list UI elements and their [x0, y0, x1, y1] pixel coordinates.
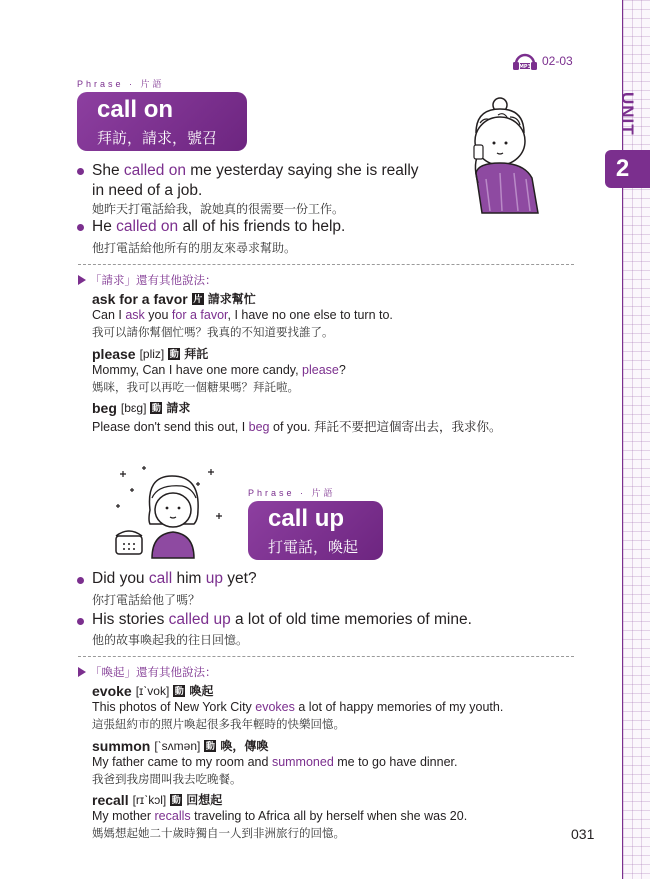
alt-translation: 媽咪，我可以再吃一個糖果嗎？拜託啦。	[92, 382, 299, 394]
example-text: yet?	[222, 570, 257, 587]
example-highlight: called on	[116, 218, 179, 235]
woman-with-telephone-illustration	[112, 462, 232, 562]
example-sentence	[92, 161, 492, 201]
sentence-text: Can I	[92, 308, 126, 322]
phrase-tag: Phrase · 片語	[77, 79, 165, 89]
alt-ipa: [ˋsʌmən]	[154, 738, 201, 753]
pos-badge: 片	[193, 293, 203, 304]
pos-badge: 動	[205, 740, 215, 751]
sentence-highlight: beg	[248, 420, 270, 434]
sentence-text: me to go have dinner.	[333, 755, 458, 769]
alt-sentence	[92, 363, 346, 377]
more-label-text: 「請求」還有其他說法：	[90, 275, 217, 287]
pos-badge: 動	[169, 348, 179, 359]
phrase-tag: Phrase · 片語	[248, 488, 336, 498]
sentence-text: a lot of happy memories of my youth.	[294, 700, 504, 714]
sentence-highlight: recalls	[154, 809, 191, 823]
example-text: Did you	[92, 570, 149, 587]
example-translation: 她昨天打電話給我，說她真的很需要一份工作。	[92, 202, 345, 216]
pos-badge: 動	[174, 685, 184, 696]
alt-word-entry	[92, 791, 222, 808]
more-expressions-label	[78, 664, 217, 680]
dashed-divider	[78, 656, 574, 657]
example-text: a lot of old time memories of mine.	[230, 611, 472, 628]
example-text: in need of a job.	[92, 182, 203, 199]
alt-sentence	[92, 417, 502, 435]
page-number: 031	[571, 826, 595, 842]
alt-translation: 這張紐約市的照片喚起很多我年輕時的快樂回憶。	[92, 719, 345, 731]
alt-word-entry	[92, 345, 208, 362]
triangle-icon	[78, 275, 86, 285]
bullet	[77, 577, 84, 584]
alt-meaning: 請求	[166, 401, 191, 415]
example-highlight: call	[148, 570, 173, 587]
example-translation: 他的故事喚起我的往日回憶。	[92, 633, 249, 647]
phrase-box-call-up	[248, 501, 383, 560]
alt-word: ask for a favor	[92, 290, 188, 307]
alt-word: recall	[92, 791, 129, 808]
example-text: me yesterday saying she is really	[185, 162, 419, 179]
alt-word: summon	[92, 737, 151, 754]
alt-word-entry	[92, 682, 213, 699]
phrase-title: call up	[268, 505, 345, 532]
sentence-text: My mother	[92, 809, 155, 823]
unit-number-tab: 2	[605, 150, 650, 188]
bullet	[77, 618, 84, 625]
sentence-text: Mommy, Can I have one more candy,	[92, 363, 303, 377]
phrase-meaning: 打電話，喚起	[268, 539, 359, 556]
sentence-text: , I have no one else to turn to.	[227, 308, 393, 322]
sentence-highlight: for a favor	[171, 308, 228, 322]
example-highlight: called on	[123, 162, 186, 179]
alt-sentence	[92, 755, 457, 769]
example-highlight: up	[205, 570, 223, 587]
alt-word-entry	[92, 737, 268, 754]
alt-ipa: [ɪˋvok]	[135, 683, 170, 698]
example-text: He	[92, 218, 117, 235]
svg-text:MP3: MP3	[518, 64, 532, 70]
sentence-highlight: ask	[125, 308, 145, 322]
sentence-text: Please don't send this out, I	[92, 420, 249, 434]
alt-sentence	[92, 809, 467, 823]
alt-ipa: [bɛg]	[120, 400, 147, 415]
woman-calling-illustration	[462, 93, 562, 223]
alt-word: beg	[92, 399, 117, 416]
sentence-text: My father came to my room and	[92, 755, 272, 769]
pos-badge: 動	[151, 402, 161, 413]
alt-ipa: [pliz]	[139, 346, 165, 361]
alt-sentence	[92, 700, 503, 714]
sentence-highlight: evokes	[255, 700, 295, 714]
sentence-text: This photos of New York City	[92, 700, 256, 714]
alt-word: evoke	[92, 682, 132, 699]
triangle-icon	[78, 667, 86, 677]
sentence-highlight: summoned	[271, 755, 334, 769]
alt-translation: 我可以請你幫個忙嗎？我真的不知道要找誰了。	[92, 327, 334, 339]
alt-meaning: 請求幫忙	[207, 292, 256, 306]
audio-track-number: 02-03	[542, 54, 573, 68]
example-translation: 他打電話給他所有的朋友來尋求幫助。	[92, 241, 297, 255]
example-highlight: called up	[168, 611, 231, 628]
example-sentence	[92, 217, 492, 237]
sentence-text: ?	[338, 363, 346, 377]
example-text: all of his friends to help.	[178, 218, 346, 235]
alt-word-entry	[92, 290, 256, 307]
audio-track[interactable]	[512, 52, 573, 70]
bullet	[77, 168, 84, 175]
example-text: His stories	[92, 611, 169, 628]
alt-meaning: 喚起	[189, 684, 214, 698]
phrase-title: call on	[97, 96, 174, 123]
example-translation: 你打電話給他了嗎？	[92, 593, 201, 607]
alt-word-entry	[92, 399, 190, 416]
alt-meaning: 拜託	[184, 347, 209, 361]
phrase-box-call-on	[77, 92, 247, 151]
alt-word: please	[92, 345, 136, 362]
alt-ipa: [rɪˋkɔl]	[132, 792, 167, 807]
sentence-highlight: please	[302, 363, 339, 377]
more-expressions-label	[78, 272, 217, 288]
alt-meaning: 回想起	[186, 793, 223, 807]
dashed-divider	[78, 264, 574, 265]
unit-label: UNIT	[618, 92, 637, 136]
pos-badge: 動	[171, 794, 181, 805]
alt-sentence	[92, 308, 393, 322]
alt-meaning: 喚，傳喚	[220, 739, 269, 753]
bullet	[77, 224, 84, 231]
alt-translation: 我爸到我房間叫我去吃晚餐。	[92, 774, 242, 786]
example-sentence	[92, 569, 492, 589]
example-text: him	[172, 570, 206, 587]
alt-translation: 媽媽想起她二十歲時獨自一人到非洲旅行的回憶。	[92, 828, 345, 840]
sentence-text: you	[144, 308, 172, 322]
phrase-meaning: 拜訪，請求，號召	[97, 130, 218, 147]
more-label-text: 「喚起」還有其他說法：	[90, 667, 217, 679]
example-text: She	[92, 162, 124, 179]
sentence-text: traveling to Africa all by herself when she was 20.	[190, 809, 468, 823]
headphones-icon	[512, 52, 538, 70]
example-sentence	[92, 610, 572, 630]
sentence-text: of you. 拜託不要把這個寄出去，我求你。	[269, 420, 502, 434]
